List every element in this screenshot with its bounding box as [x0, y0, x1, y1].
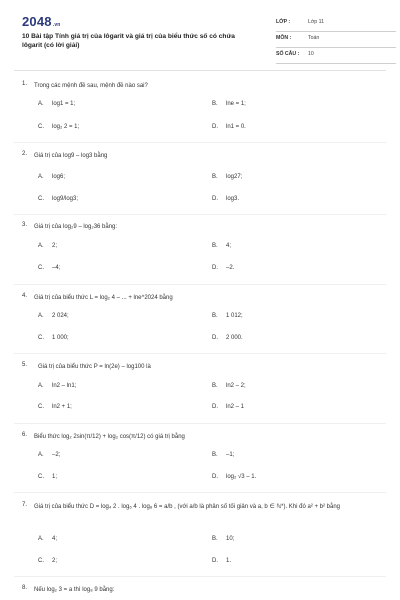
question-separator: [14, 214, 386, 215]
option-a[interactable]: A. log6;: [38, 174, 66, 180]
question-separator: [14, 142, 386, 143]
option-a[interactable]: A. log1 = 1;: [38, 101, 76, 107]
question-text: Giá trị của biểu thức D = log₄ 2 . log₆ 4 . log₈ 6 = a/b , (với a/b là phân số tối giản và a, b ∈ ℕ*). Khi đó a² + b² bằng: [34, 504, 341, 510]
option-b[interactable]: B. 4;: [212, 243, 232, 249]
meta-info: [276, 16, 396, 64]
question-separator: [14, 492, 386, 493]
question-separator: [14, 284, 386, 285]
meta-row-grade: LỚP : Lớp 11: [276, 16, 396, 32]
option-a[interactable]: A. ln2 – ln1;: [38, 383, 77, 389]
option-c[interactable]: C. log₂ 2 = 1;: [38, 124, 80, 130]
option-b[interactable]: B. log27;: [212, 174, 243, 180]
option-a[interactable]: A. 4;: [38, 536, 58, 542]
option-d[interactable]: D. –2.: [212, 265, 235, 271]
question-text: Giá trị của log₂9 – log₂36 bằng:: [34, 224, 118, 230]
option-d[interactable]: D. ln2 – 1: [212, 404, 245, 410]
question-text: Giá trị của biểu thức L = log₂ 4 – ... + lne^2024 bằng: [34, 295, 173, 301]
document-page: 2048.vn 10 Bài tập Tính giá trị của lôgarit và giá trị của biểu thức số có chứa lôgarit (có lời giải) LỚP : Lớp 11 MÔN : Toán SỐ CÂU : 10 1. Trong các mệnh đề sau, mệnh đề nào sai? A. log1 = 1; B. lne = 1; C. log₂ 2 = 1; D. ln1 = 0. 2. Giá trị của log9 – log3 bằng A. log6; B. log27; C. log9/log3; D. log3. 3. Giá trị của log₂9 – log₂36 bằng: A. 2; B. 4; C. –4; D. –2. 4. Giá trị của biểu thức L = log₂ 4 – ... + lne^2024 bằng A. 2 024; B. 1 012; C. 1 000; D. 2 000. 5. Giá trị của biểu thức P = ln(2e) – log100 là A. ln2 – ln1; B. ln2 – 2; C. ln2 + 1; D. ln2 – 1 6. Biểu thức log₂ 2sin(π/12) + log₂ cos(π/12) có giá trị bằng A. –2; B. –1; C. 1; D. log₂ √3 – 1. 7. Giá trị của biểu thức D = log₄ 2 . log₆ 4 . log₈ 6 = a/b , (với a/b là phân số tối giản và a, b ∈ ℕ*). Khi đó a² + b² bằng A. 4; B. 10; C. 2; D. 1. 8. Nếu log₂ 3 = a thì log₈ 9 bằng:: [0, 0, 400, 600]
option-c[interactable]: C. 2;: [38, 558, 58, 564]
document-header: [22, 14, 382, 66]
option-c[interactable]: C. log9/log3;: [38, 196, 79, 202]
header-divider: [14, 70, 386, 71]
option-b[interactable]: B. –1;: [212, 452, 235, 458]
option-d[interactable]: D. 2 000.: [212, 335, 243, 341]
document-title: 10 Bài tập Tính giá trị của lôgarit và giá trị của biểu thức số có chứa lôgarit (có lời giải): [22, 33, 235, 49]
meta-row-count: SỐ CÂU : 10: [276, 48, 396, 64]
question-separator: [14, 576, 386, 577]
option-b[interactable]: B. 10;: [212, 536, 235, 542]
option-d[interactable]: D. 1.: [212, 558, 232, 564]
question-separator: [14, 423, 386, 424]
question-separator: [14, 353, 386, 354]
meta-row-subject: MÔN : Toán: [276, 32, 396, 48]
option-d[interactable]: D. log3.: [212, 196, 240, 202]
question-text: Nếu log₂ 3 = a thì log₈ 9 bằng:: [34, 587, 115, 593]
option-d[interactable]: D. log₂ √3 – 1.: [212, 474, 257, 480]
option-c[interactable]: C. 1 000;: [38, 335, 69, 341]
question-text: Giá trị của log9 – log3 bằng: [34, 153, 108, 159]
question-text: Biểu thức log₂ 2sin(π/12) + log₂ cos(π/12) có giá trị bằng: [34, 434, 185, 440]
option-d[interactable]: D. ln1 = 0.: [212, 124, 246, 130]
option-b[interactable]: B. lne = 1;: [212, 101, 246, 107]
question-text: Trong các mệnh đề sau, mệnh đề nào sai?: [34, 83, 148, 89]
question-text: Giá trị của biểu thức P = ln(2e) – log100 là: [38, 364, 151, 370]
site-logo[interactable]: 2048.vn: [22, 14, 61, 29]
option-c[interactable]: C. ln2 + 1;: [38, 404, 72, 410]
option-a[interactable]: A. –2;: [38, 452, 61, 458]
option-b[interactable]: B. ln2 – 2;: [212, 383, 246, 389]
option-b[interactable]: B. 1 012;: [212, 313, 243, 319]
option-a[interactable]: A. 2;: [38, 243, 58, 249]
option-c[interactable]: C. 1;: [38, 474, 58, 480]
option-a[interactable]: A. 2 024;: [38, 313, 69, 319]
option-c[interactable]: C. –4;: [38, 265, 61, 271]
